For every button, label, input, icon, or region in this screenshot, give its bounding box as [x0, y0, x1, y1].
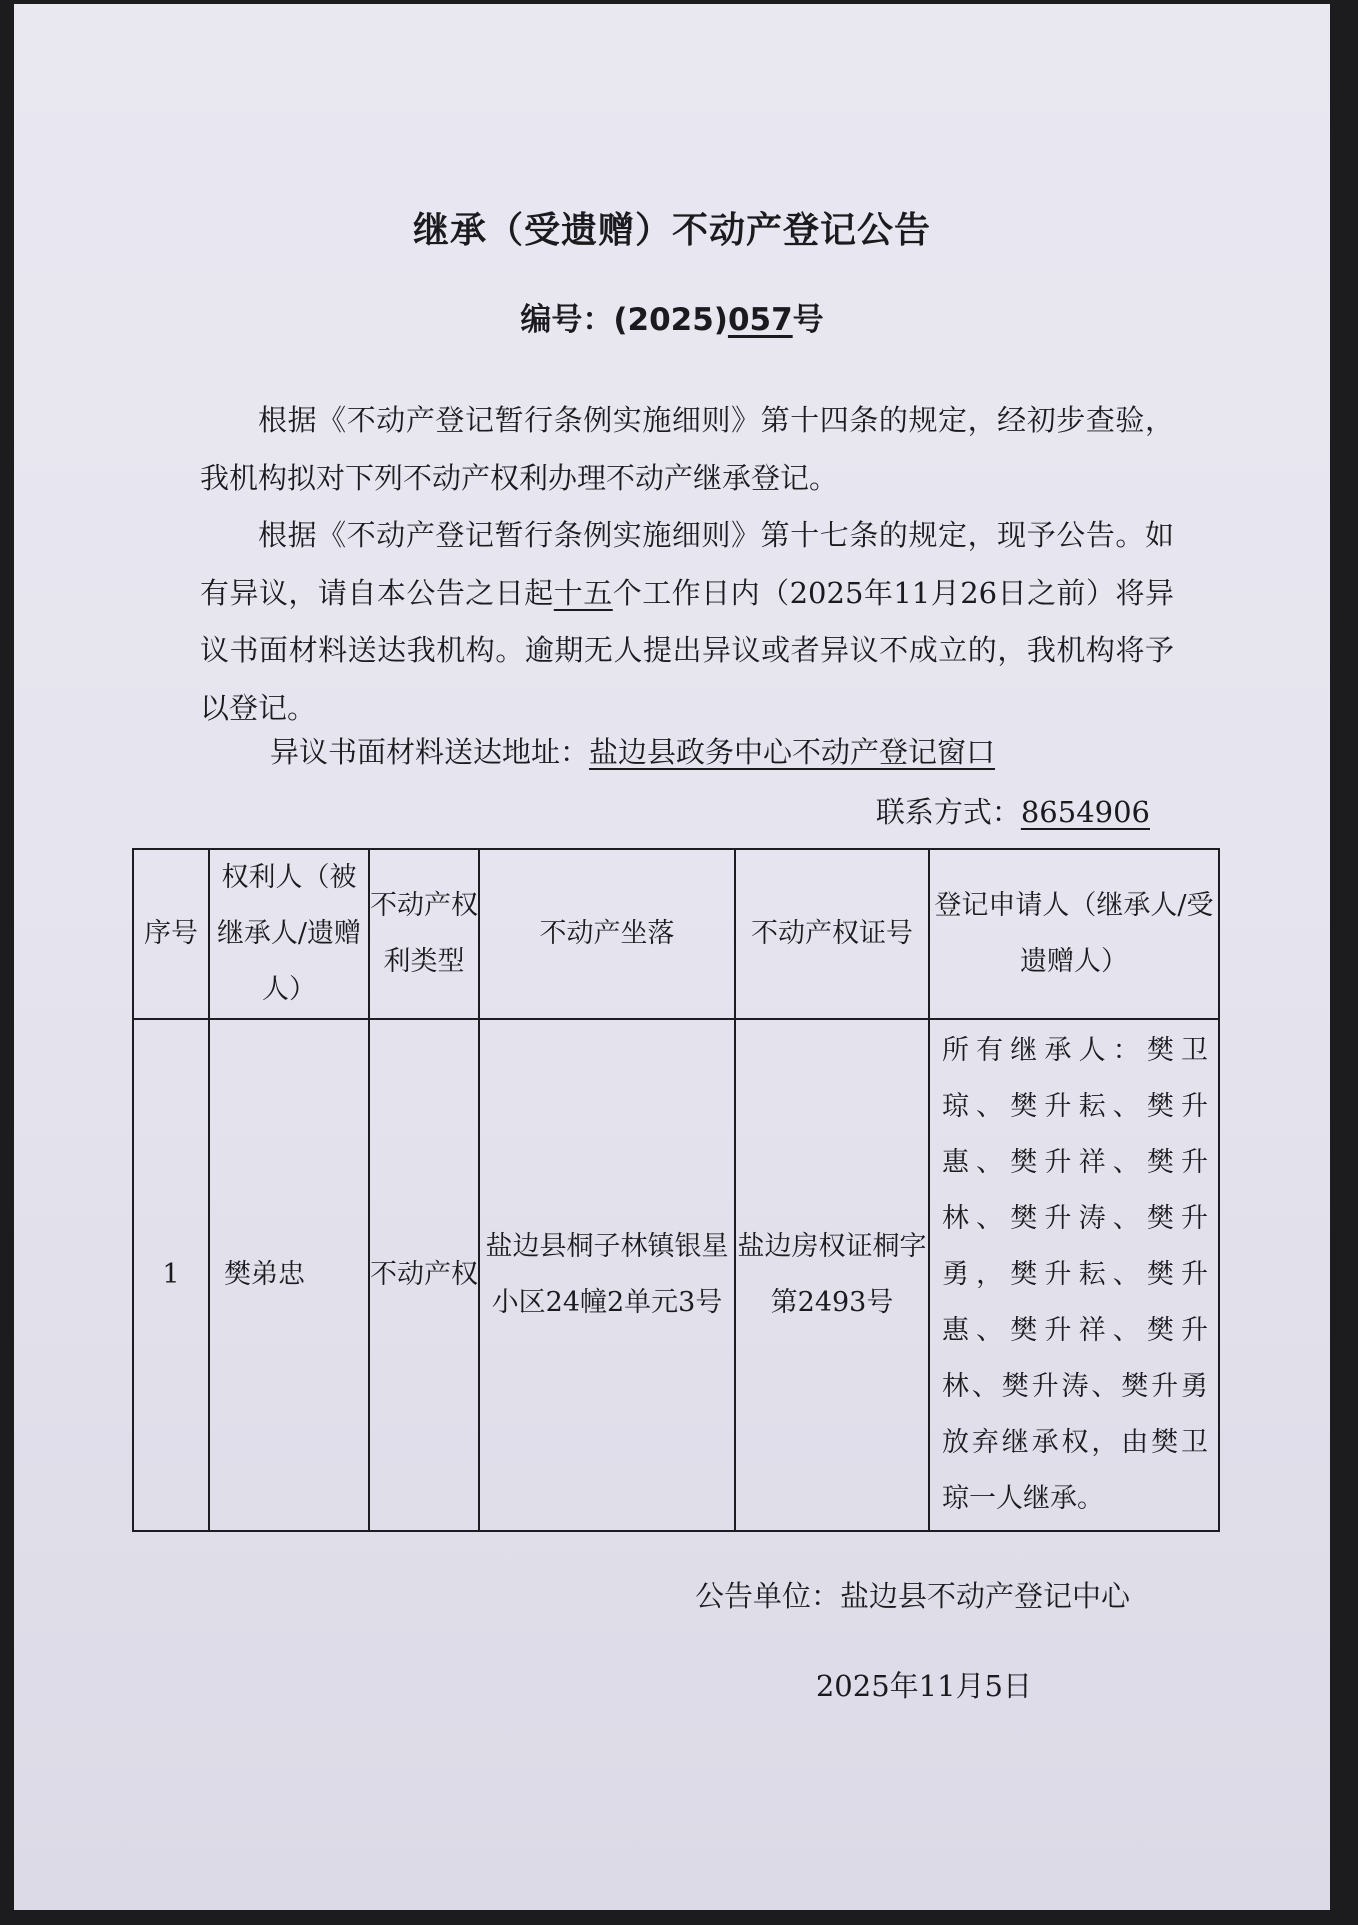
cell-location: 盐边县桐子林镇银星小区24幢2单元3号	[479, 1019, 735, 1531]
notice-number-prefix: 编号：(2025)	[520, 302, 728, 338]
header-right-holder: 权利人（被继承人/遗赠人）	[209, 849, 369, 1019]
notice-number	[14, 294, 1330, 339]
notice-paragraph-1: 根据《不动产登记暂行条例实施细则》第十四条的规定，经初步查验，我机构拟对下列不动产权利办理不动产继承登记。	[200, 403, 1174, 495]
paragraph-2-start: 根据《不动产登记暂行条例实施细则》第十七条的规定，现予公告。如有异议，请自本公告之日起	[200, 518, 1174, 610]
cell-applicant: 所有继承人：樊卫琼、樊升耘、樊升惠、樊升祥、樊升林、樊升涛、樊升勇，樊升耘、樊升惠、樊升祥、樊升林、樊升涛、樊升勇放弃继承权，由樊卫琼一人继承。	[929, 1019, 1219, 1531]
contact-value: 8654906	[1020, 795, 1150, 829]
issuing-unit: 公告单位：盐边县不动产登记中心	[694, 1579, 1130, 1613]
header-applicant: 登记申请人（继承人/受遗赠人）	[929, 849, 1219, 1019]
cell-serial: 1	[133, 1019, 209, 1531]
address-value: 盐边县政务中心不动产登记窗口	[589, 735, 996, 769]
notice-body	[200, 392, 1174, 737]
notice-number-value: 057	[727, 302, 793, 338]
notice-paragraph-2	[200, 507, 1174, 737]
contact-label: 联系方式：	[875, 795, 1021, 829]
header-serial: 序号	[133, 849, 209, 1019]
objection-address	[270, 730, 995, 771]
cell-right-holder: 樊弟忠	[209, 1019, 369, 1531]
notice-title: 继承（受遗赠）不动产登记公告	[412, 210, 931, 251]
address-label: 异议书面材料送达地址：	[270, 735, 590, 769]
notice-paper	[14, 4, 1330, 1910]
objection-period-days: 十五	[553, 575, 613, 610]
notice-number-suffix: 号	[792, 302, 824, 338]
table-row	[133, 1019, 1219, 1531]
registration-table	[132, 848, 1220, 1532]
contact-info	[876, 790, 1150, 831]
paragraph-2-end: 个工作日内（2025年11月26日之前）将异议书面材料送达我机构。逾期无人提出异议或者异议不成立的，我机构将予以登记。	[200, 575, 1174, 725]
header-certificate-no: 不动产权证号	[735, 849, 929, 1019]
cell-right-type: 不动产权	[369, 1019, 479, 1531]
cell-certificate-no: 盐边房权证桐字第2493号	[735, 1019, 929, 1531]
issue-date: 2025年11月5日	[815, 1669, 1032, 1703]
header-location: 不动产坐落	[479, 849, 735, 1019]
table-header-row	[133, 849, 1219, 1019]
header-right-type: 不动产权利类型	[369, 849, 479, 1019]
